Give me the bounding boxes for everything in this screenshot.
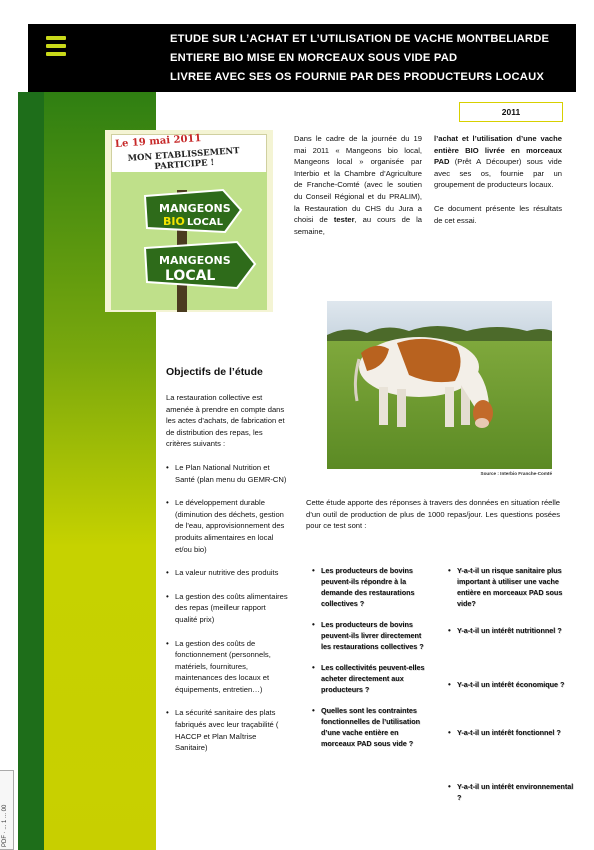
left-green-band [18, 92, 44, 850]
sign1-line1: MANGEONS [159, 202, 231, 215]
side-stamp [0, 770, 14, 850]
title-line-1: ETUDE SUR L’ACHAT ET L’UTILISATION DE VACHE MONTBELIARDE [170, 33, 550, 45]
sign1-bio: BIO [163, 215, 185, 228]
hamburger-menu-icon[interactable] [46, 36, 66, 60]
intro-paragraph-2a [434, 133, 562, 191]
poster-date: Le 19 mai 2011 [114, 132, 202, 151]
title-line-3: LIVREE AVEC SES OS FOURNIE PAR DES PRODUCTEURS LOCAUX [170, 71, 545, 83]
list-item: • La sécurité sanitaire des plats fabriqués avec leur traçabilité ( HACCP et Plan Maîtrise Sanitaire) [166, 707, 288, 753]
objectifs-list [166, 462, 288, 754]
list-item: • Les producteurs de bovins peuvent-ils répondre à la demande des restaurations collectives ? [312, 565, 432, 609]
list-item: • Le développement durable (diminution des déchets, gestion de l’eau, approvisionnement des produits alimentaires en local et/ou bio) [166, 497, 288, 555]
list-item: • Quelles sont les contraintes fonctionnelles de l’utilisation d’une vache entière en morceaux PAD sous vide ? [312, 705, 432, 749]
objectifs-intro: La restauration collective est amenée à prendre en compte dans les actes d’achats, de fabrication et de distribution des repas, les critères suivants : [166, 393, 285, 449]
list-item: • Le Plan National Nutrition et Santé (plan menu du GEMR-CN) [166, 462, 288, 485]
intro-paragraph-1 [294, 133, 422, 237]
list-item: • Les collectivités peuvent-elles acheter directement aux producteurs ? [312, 662, 432, 695]
intro-text-2: (Prêt A Découper) sous vide avec ses os, fournie par un groupement de producteurs locaux. [434, 157, 562, 190]
list-item: • La valeur nutritive des produits [166, 567, 288, 579]
intro-text: Dans le cadre de la journée du 19 mai 2011 « Mangeons bio local, Mangeons local » organisée par Interbio et la Chambre d’Agriculture de Franche-Comté (avec le soutien du Conseil Régional et du PRALIM), la Restauration du CHS du Jura a choisi de [294, 134, 422, 225]
sign2-line2: LOCAL [165, 268, 216, 284]
cow-photo [327, 301, 552, 469]
year-label: 2011 [459, 102, 563, 122]
questions-right-column [448, 565, 578, 803]
list-item: • La gestion des coûts alimentaires des repas (meilleur rapport qualité prix) [166, 591, 288, 626]
document-title [170, 30, 570, 87]
title-line-2: ENTIERE BIO MISE EN MORCEAUX SOUS VIDE PAD [170, 52, 458, 64]
list-item: • La gestion des coûts de fonctionnement (personnels, matériels, fournitures, maintenances des locaux et équipements, entretien…) [166, 638, 288, 696]
list-item: • Y-a-t-il un intérêt environnemental ? [448, 781, 578, 803]
intro-paragraph-2 [434, 133, 562, 238]
poster-participation: MON ETABLISSEMENT PARTICIPE ! [127, 146, 240, 173]
questions-left-list [312, 565, 432, 749]
event-poster [105, 130, 273, 312]
questions-right-list [448, 565, 578, 803]
list-item: • Y-a-t-il un intérêt fonctionnel ? [448, 727, 578, 781]
list-item: • Y-a-t-il un intérêt nutritionnel ? [448, 625, 578, 679]
intro-paragraph-2b: Ce document présente les résultats de cet essai. [434, 203, 562, 225]
header-banner [28, 24, 576, 92]
intro-bold-purchase: l’achat et l’utilisation d’une vache entière BIO livrée en morceaux PAD [434, 134, 562, 167]
list-item: • Y-a-t-il un risque sanitaire plus important à utiliser une vache entière en morceaux PAD sous vide? [448, 565, 578, 625]
side-stamp-text: PDF · ... 1 ... 00 [2, 804, 8, 847]
intro-text-end: , au cours de la semaine, [294, 215, 422, 236]
study-intro-paragraph: Cette étude apporte des réponses à travers des données en situation réelle d’un outil de production de plus de 1000 repas/jour. Les questions posées pour ce test sont : [306, 498, 560, 531]
list-item: • Les producteurs de bovins peuvent-ils livrer directement les restaurations collectives ? [312, 619, 432, 652]
sign1-local: LOCAL [187, 217, 223, 228]
photo-source-caption: Source : Interbio Franche-Comté [480, 471, 552, 476]
questions-left-column [312, 565, 432, 759]
intro-bold-tester: tester [333, 215, 355, 225]
objectifs-section [166, 392, 288, 766]
objectifs-heading: Objectifs de l’étude [166, 366, 263, 378]
sign2-line1: MANGEONS [159, 254, 231, 267]
list-item: • Y-a-t-il un intérêt économique ? [448, 679, 578, 727]
